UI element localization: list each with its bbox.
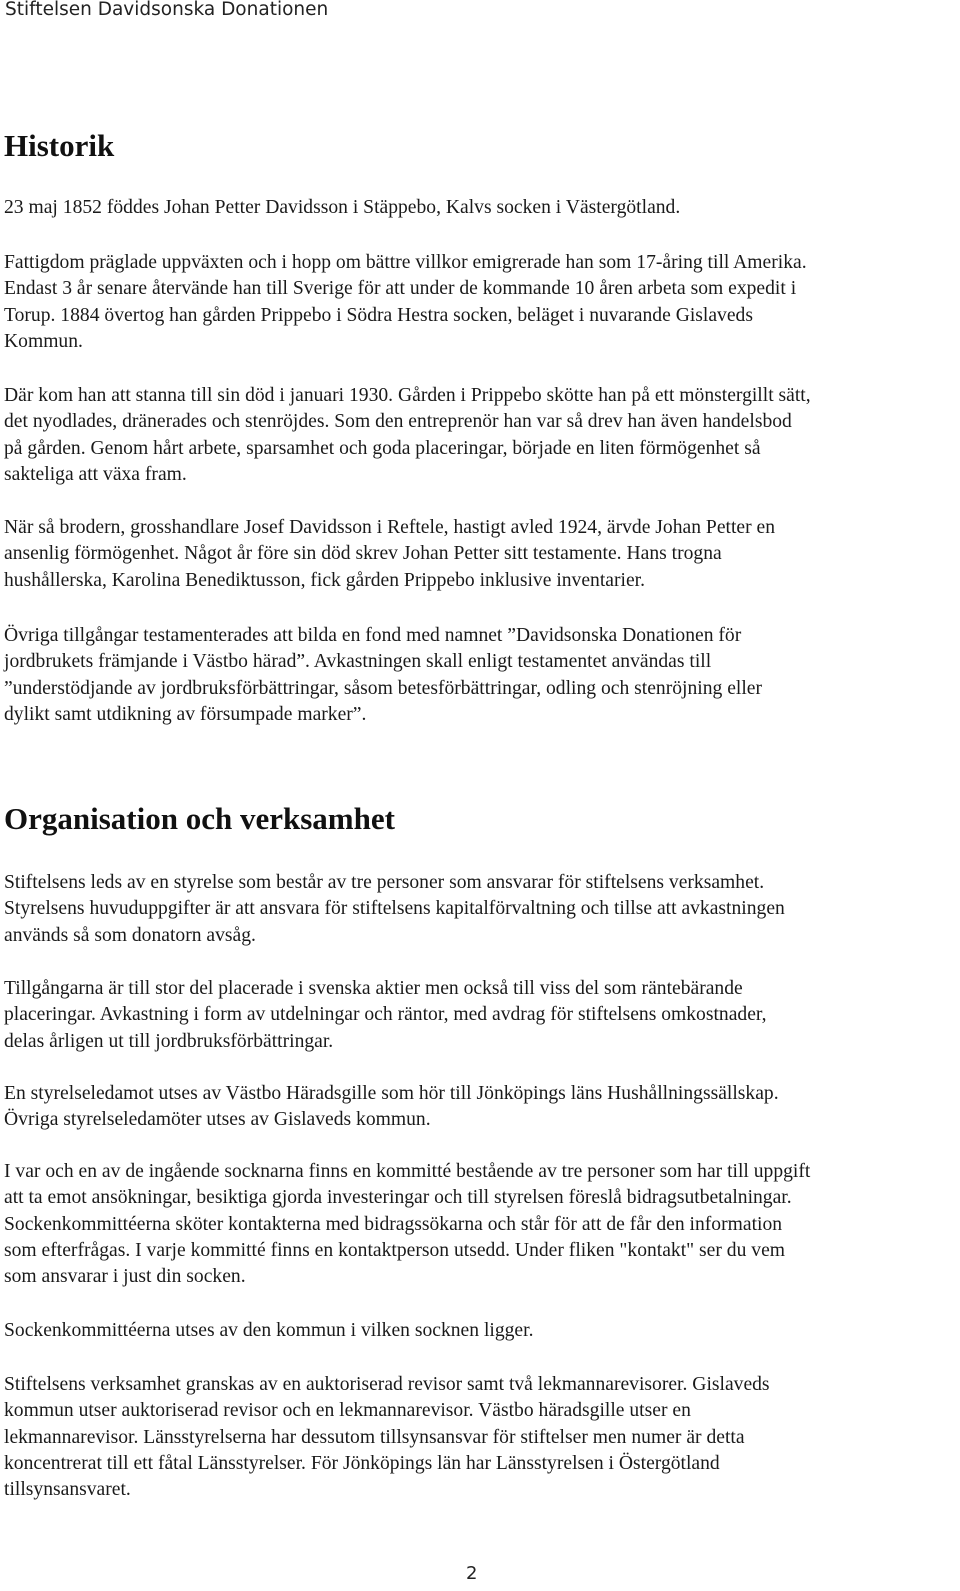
paragraph (4, 870, 954, 949)
text-line: att ta emot ansökningar, besiktiga gjorda investeringar och till styrelsen föreslå bidragsutbetalningar. (4, 1187, 792, 1209)
text-line: Tillgångarna är till stor del placerade i svenska aktier men också till viss del som räntebärande (4, 978, 743, 999)
text-line: koncentrerat till ett fåtal Länsstyrelser. För Jönköpings län har Länsstyrelsen i Östergötland (4, 1452, 720, 1474)
text-line: Sockenkommittéerna sköter kontakterna med bidragssökarna och står för att de får den information (4, 1213, 783, 1235)
text-line: placeringar. Avkastning i form av utdelningar och räntor, med avdrag för stiftelsens omkostnader, (4, 1004, 767, 1026)
document-header-title: Stiftelsen Davidsonska Donationen (5, 0, 329, 20)
text-line: Där kom han att stanna till sin död i januari 1930. Gården i Prippebo skötte han på ett mönstergillt sätt, (4, 385, 811, 406)
text-line: Torup. 1884 övertog han gården Prippebo i Södra Hestra socken, beläget i nuvarande Gislaveds (4, 304, 753, 326)
paragraph (4, 1159, 954, 1290)
paragraph (4, 1081, 954, 1134)
paragraph (4, 623, 954, 728)
text-line: 23 maj 1852 föddes Johan Petter Davidsson i Stäppebo, Kalvs socken i Västergötland. (4, 197, 681, 218)
text-line: Kommun. (4, 330, 83, 352)
paragraph (4, 1372, 954, 1503)
text-line: Övriga tillgångar testamenterades att bilda en fond med namnet ”Davidsonska Donationen för (4, 625, 742, 646)
text-line: tillsynsansvaret. (4, 1479, 131, 1501)
text-line: dylikt samt utdikning av försumpade marker”. (4, 703, 367, 725)
text-line: Endast 3 år senare återvände han till Sverige för att under de kommande 10 åren arbeta som expedit i (4, 278, 797, 300)
paragraph (4, 1318, 954, 1344)
text-line: lekmannarevisor. Länsstyrelserna har dessutom tillsynsansvar för stiftelser men numer är detta (4, 1426, 745, 1448)
text-line: används så som donatorn avsåg. (4, 924, 256, 946)
text-line: En styrelseledamot utses av Västbo Häradsgille som hör till Jönköpings läns Hushållningssällskap. (4, 1083, 779, 1104)
text-line: på gården. Genom hårt arbete, sparsamhet och goda placeringar, började en liten förmögenhet så (4, 437, 761, 459)
paragraph (4, 976, 954, 1055)
heading-historik: Historik (4, 128, 115, 163)
text-line: Övriga styrelseledamöter utses av Gislaveds kommun. (4, 1109, 431, 1131)
text-line: ansenlig förmögenhet. Något år före sin död skrev Johan Petter sitt testamente. Hans trogna (4, 543, 722, 565)
text-line: Stiftelsens verksamhet granskas av en auktoriserad revisor samt två lekmannarevisorer. Gislaveds (4, 1374, 770, 1395)
text-line: som efterfrågas. I varje kommitté finns en kontaktperson utsedd. Under fliken "kontakt" ser du vem (4, 1239, 786, 1261)
paragraph (4, 515, 954, 594)
page-number: 2 (466, 1563, 478, 1584)
text-line: Sockenkommittéerna utses av den kommun i vilken socknen ligger. (4, 1320, 534, 1341)
text-line: som ansvarar i just din socken. (4, 1266, 246, 1288)
text-line: I var och en av de ingående socknarna finns en kommitté bestående av tre personer som har till uppgift (4, 1161, 811, 1182)
text-line: det nyodlades, dränerades och stenröjdes. Som den entreprenör han var så drev han även handelsbod (4, 411, 792, 433)
text-line: kommun utser auktoriserad revisor och en lekmannarevisor. Västbo häradsgille utser en (4, 1400, 691, 1422)
text-line: När så brodern, grosshandlare Josef Davidsson i Reftele, hastigt avled 1924, ärvde Johan Petter en (4, 517, 776, 538)
text-line: Stiftelsens leds av en styrelse som består av tre personer som ansvarar för stiftelsens verksamhet. (4, 872, 765, 893)
paragraph (4, 250, 954, 355)
text-line: Fattigdom präglade uppväxten och i hopp om bättre villkor emigrerade han som 17-åring till Amerika. (4, 252, 807, 273)
text-line: jordbrukets främjande i Västbo härad”. Avkastningen skall enligt testamentet användas till (4, 651, 712, 673)
paragraph (4, 195, 954, 221)
text-line: delas årligen ut till jordbruksförbättringar. (4, 1030, 334, 1052)
text-line: Styrelsens huvuduppgifter är att ansvara för stiftelsens kapitalförvaltning och tillse att avkastningen (4, 898, 785, 920)
text-line: ”understödjande av jordbruksförbättringar, såsom betesförbättringar, odling och stenröjning eller (4, 677, 763, 699)
text-line: hushållerska, Karolina Benediktusson, fick gården Prippebo inklusive inventarier. (4, 569, 645, 591)
heading-organisation: Organisation och verksamhet (4, 801, 395, 836)
paragraph (4, 383, 954, 488)
text-line: sakteliga att växa fram. (4, 463, 187, 485)
